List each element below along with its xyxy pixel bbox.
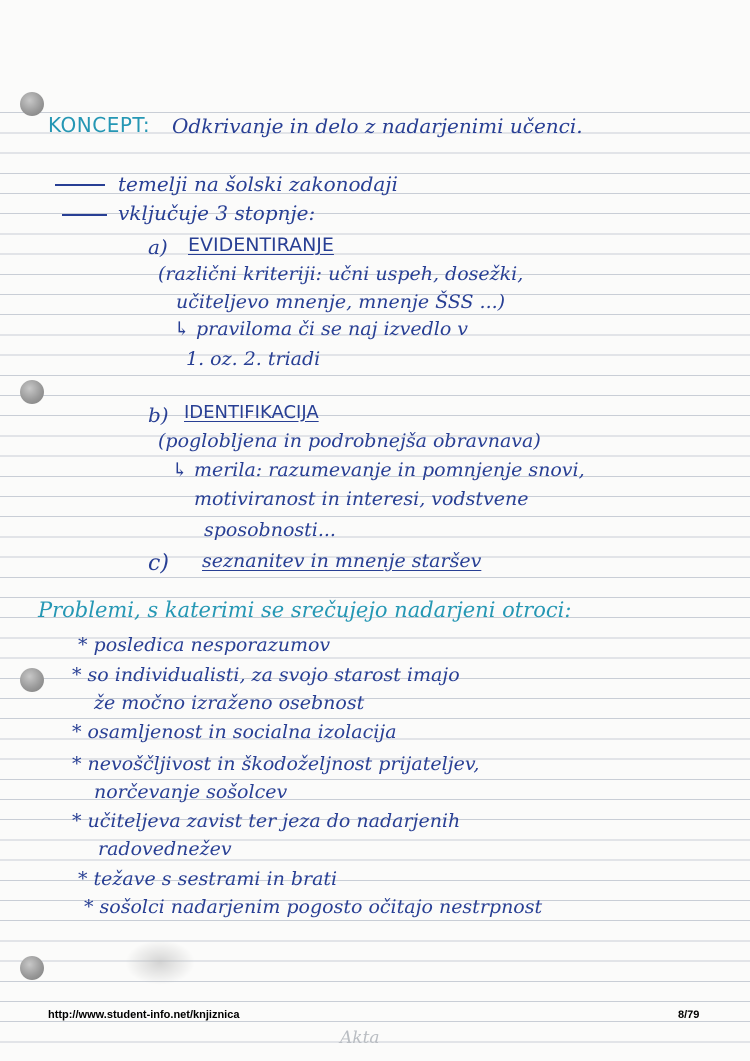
problem-item: * učiteljeva zavist ter jeza do nadarjenih (72, 810, 461, 832)
stage-marker: c) (148, 551, 169, 576)
bullet-item: vključuje 3 stopnje: (118, 201, 316, 225)
stage-line: 1. oz. 2. triadi (186, 348, 321, 370)
stage-line: učiteljevo mnenje, mnenje ŠSS ...) (176, 291, 506, 313)
concept-label: KONCEPT: (48, 113, 151, 137)
problem-item-continued: norčevanje sošolcev (94, 781, 288, 803)
bullet-item: temelji na šolski zakonodaji (118, 172, 398, 196)
stage-line: ↳ praviloma či se naj izvedlo v (174, 318, 469, 340)
stage-line: ↳ merila: razumevanje in pomnjenje snovi, (172, 459, 585, 481)
stage-title: seznanitev in mnenje staršev (202, 550, 482, 572)
punch-hole (20, 380, 44, 404)
punch-hole (20, 92, 44, 116)
arrow-dash-icon (62, 214, 107, 216)
problem-item: * težave s sestrami in brati (78, 868, 338, 890)
problem-item: * posledica nesporazumov (78, 634, 331, 656)
problems-title: Problemi, s katerimi se srečujejo nadarjeni otroci: (38, 598, 572, 622)
problem-item: * osamljenost in socialna izolacija (72, 721, 397, 743)
notebook-brand-logo: Akta (340, 1028, 380, 1048)
problem-item: * sošolci nadarjenim pogosto očitajo nestrpnost (84, 896, 543, 918)
stage-line: (poglobljena in podrobnejša obravnava) (158, 430, 541, 452)
stage-title: IDENTIFIKACIJA (184, 402, 319, 423)
stage-title: EVIDENTIRANJE (188, 234, 334, 256)
ink-smudge (125, 940, 195, 985)
arrow-dash-icon (55, 184, 105, 186)
stage-line: (različni kriteriji: učni uspeh, dosežki, (158, 263, 524, 285)
punch-hole (20, 956, 44, 980)
stage-marker: b) (148, 403, 169, 427)
problem-item-continued: že močno izraženo osebnost (94, 692, 365, 714)
problem-item: * nevoščljivost in škodoželjnost prijateljev, (72, 753, 480, 775)
stage-line: motiviranost in interesi, vodstvene (194, 488, 529, 510)
stage-line: sposobnosti... (204, 519, 336, 541)
problem-item-continued: radovednežev (98, 838, 232, 860)
footer-url: http://www.student-info.net/knjiznica (48, 1009, 240, 1021)
problem-item: * so individualisti, za svojo starost imajo (72, 664, 460, 686)
page-top-margin (0, 0, 750, 93)
page-number: 8/79 (678, 1009, 700, 1021)
stage-marker: a) (148, 235, 168, 259)
concept-text: Odkrivanje in delo z nadarjenimi učenci. (172, 114, 583, 138)
punch-hole (20, 668, 44, 692)
